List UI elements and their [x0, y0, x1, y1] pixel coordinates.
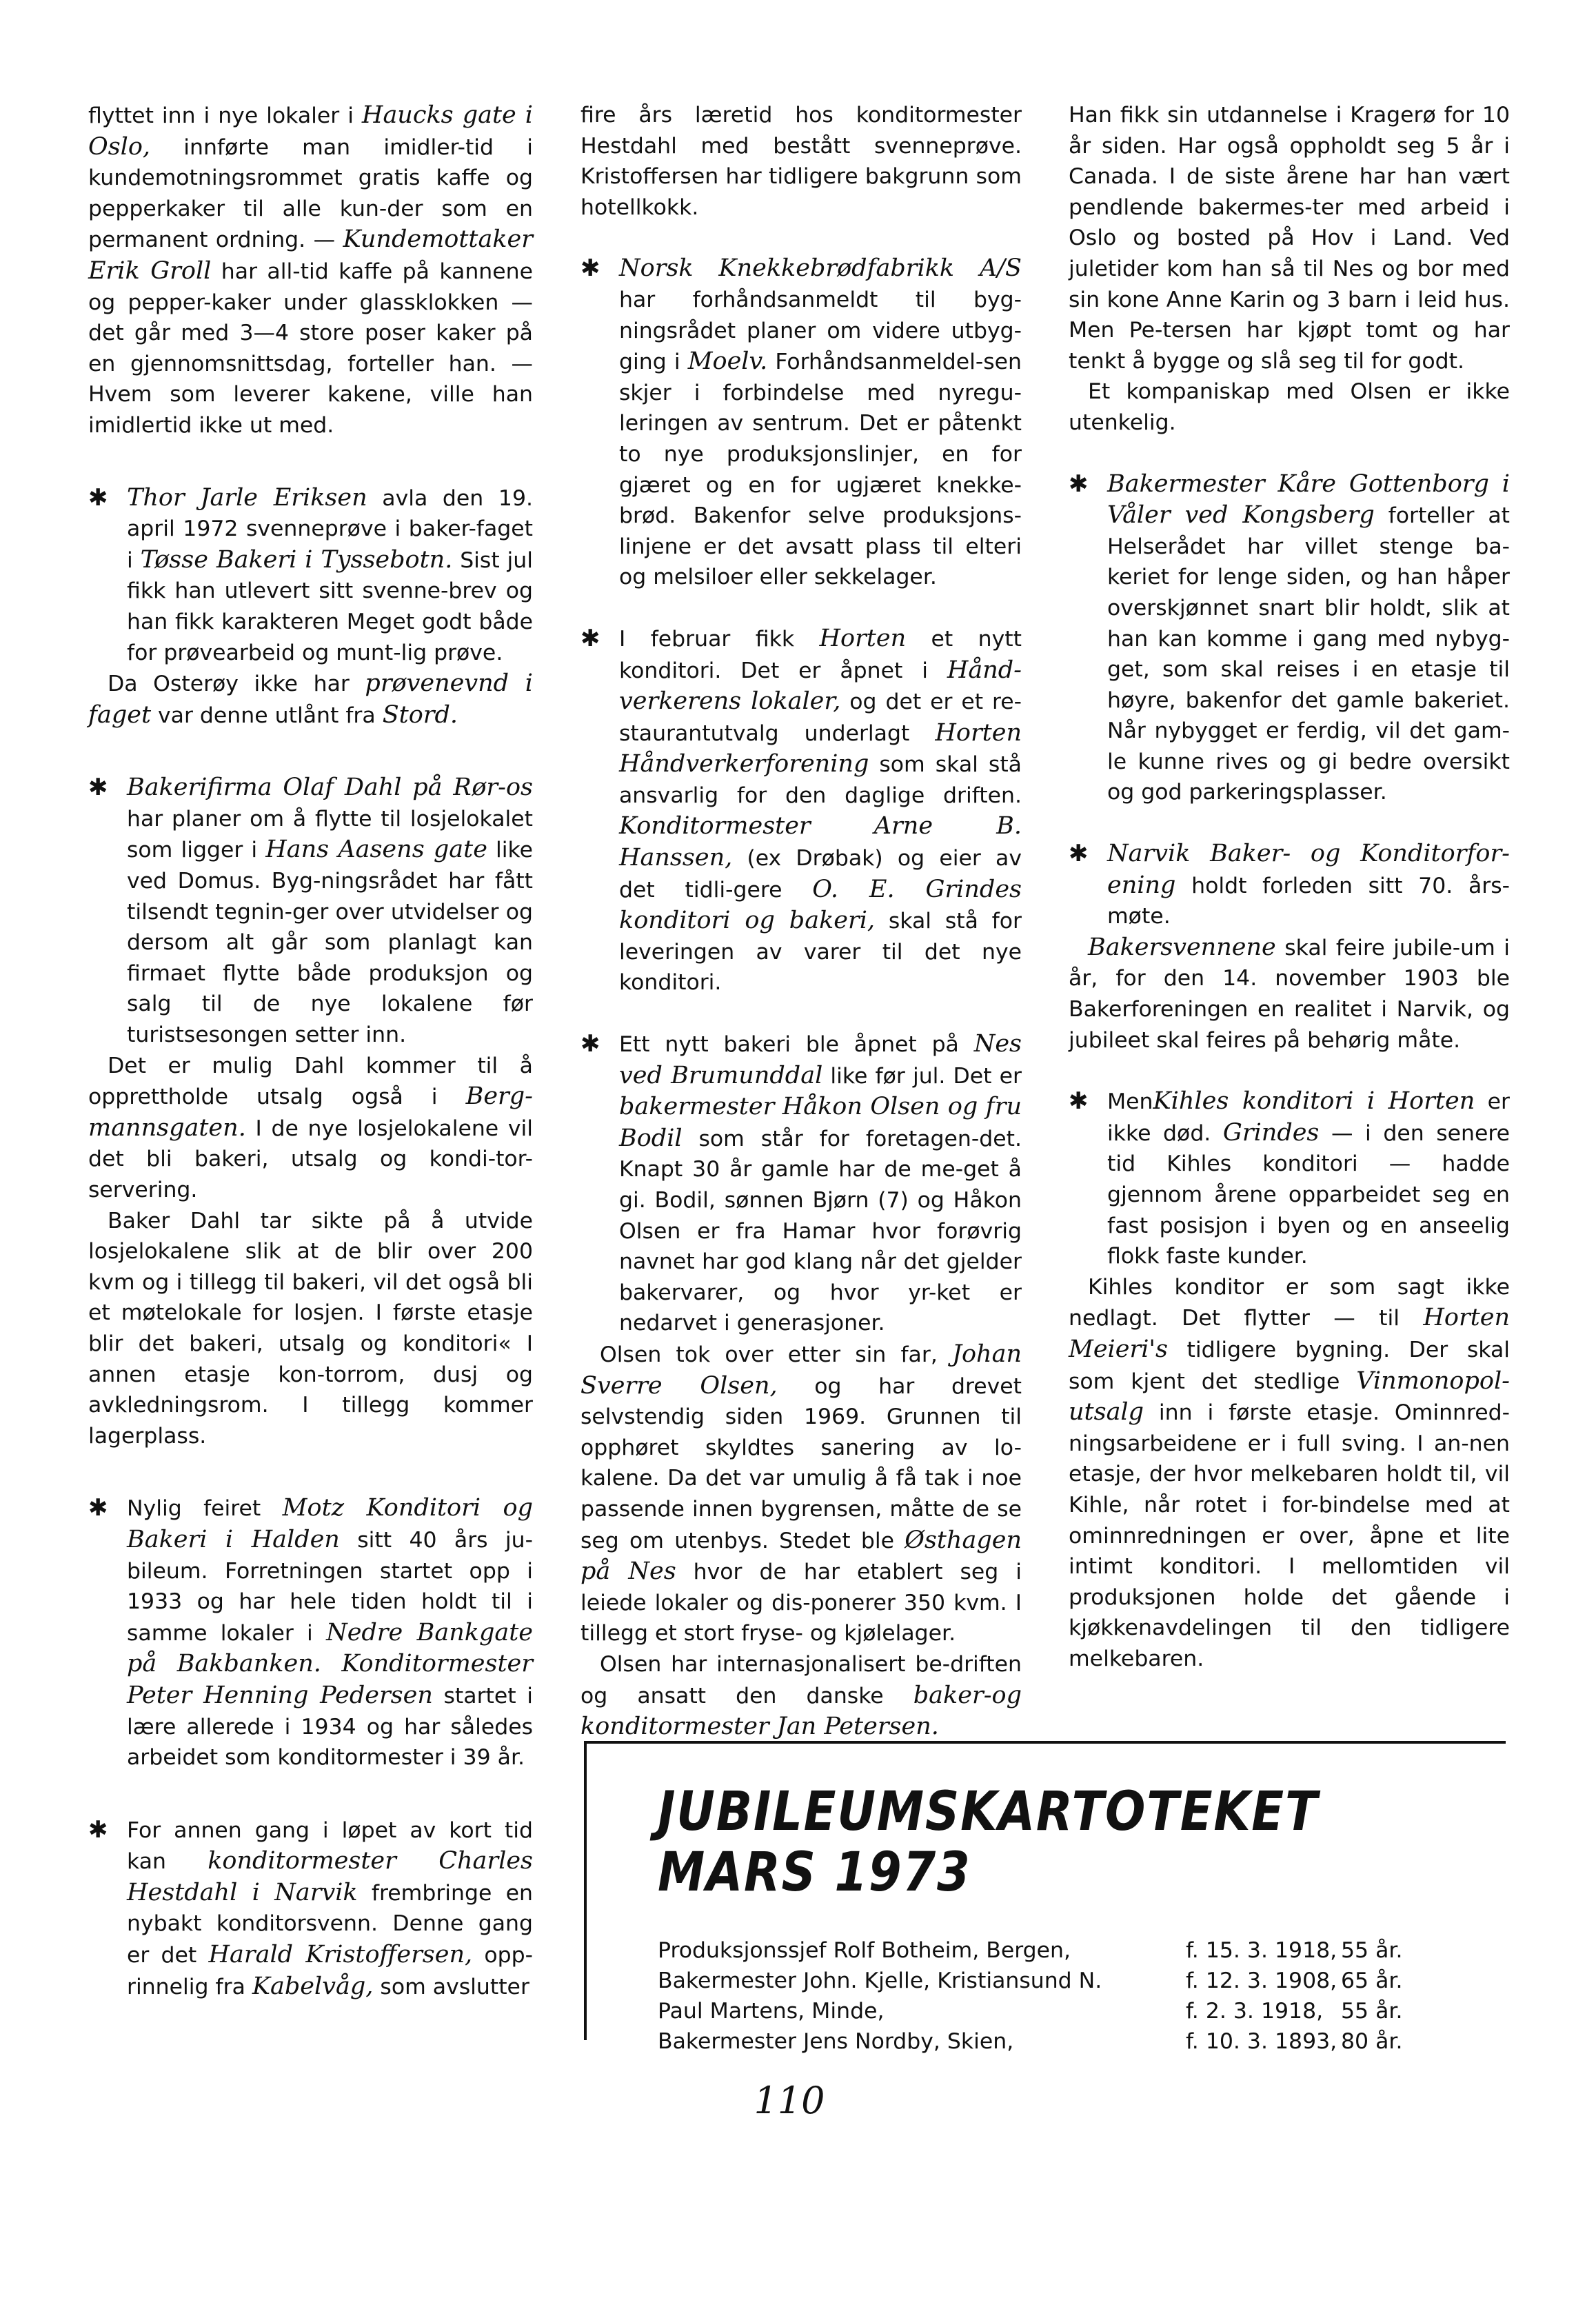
birth-date: f. 15. 3. 1918, — [1186, 1938, 1337, 1963]
asterisk-bullet-icon: ✱ — [580, 624, 600, 652]
asterisk-bullet-icon: ✱ — [1069, 840, 1089, 868]
paragraph: Et kompaniskap med Olsen er ikke utenkelig. — [1069, 379, 1510, 435]
news-item: ✱ Narvik Baker- og Konditorfor-ening holdt forleden sitt 70. års-møte. — [1069, 840, 1510, 929]
person-name: Bakermester Jens Nordby, Skien, — [658, 2029, 1014, 2054]
table-row — [658, 1999, 1410, 2029]
text-column-3 — [1069, 100, 1510, 1675]
news-item: ✱ Thor Jarle Eriksen avla den 19. april 1972 svenneprøve i baker-faget i Tøsse Bakeri i Tyssebotn. Sist jul fikk han utlevert sitt svenne-brev og han fikk karakteren Meget godt både for prøvearbeid og munt-lig prøve. — [88, 483, 533, 665]
asterisk-bullet-icon: ✱ — [88, 1494, 108, 1522]
person-name: Bakermester John. Kjelle, Kristiansund N. — [658, 1968, 1102, 1993]
news-item: ✱ Norsk Knekkebrødfabrikk A/S har forhåndsanmeldt til byg-ningsrådet planer om videre utbyg-ging i Moelv. Forhåndsanmeldel-sen skjer i forbindelse med nyregu-leringen av sentrum. Det er påtenkt to nye produksjonslinjer, en for gjæret og en for ugjæret knekke-brød. Bakenfor selve produksjons-linjene er det avsatt plass til elteri og melsiloer eller sekkelager. — [580, 254, 1022, 590]
paragraph: Da Osterøy ikke har prøvenevnd i faget var denne utlånt fra Stord. — [88, 669, 533, 729]
news-item: ✱ For annen gang i løpet av kort tid kan konditormester Charles Hestdahl i Narvik frembringe en nybakt konditorsvenn. Denne gang er det Harald Kristoffersen, opp-rinnelig fra Kabelvåg, som avslutter — [88, 1815, 534, 2000]
news-item: ✱ Nylig feiret Motz Konditori og Bakeri i Halden sitt 40 års ju-bileum. Forretningen startet opp i 1933 og har hele tiden holdt til i samme lokaler i Nedre Bankgate på Bakbanken. Konditormester Peter Henning Pedersen startet i lære allerede i 1934 og har således arbeidet som konditormester i 39 år. — [88, 1494, 534, 1771]
asterisk-bullet-icon: ✱ — [580, 254, 600, 283]
paragraph: Kihles konditor er som sagt ikke nedlagt. Det flytter — til Horten Meieri's tidligere bygning. Der skal som kjent det stedlige Vinmonopol-utsalg inn i første etasje. Ominnred-ningsarbeidene er i full sving. I an-nen etasje, der hvor melkebaren holdt til, vil Kihle, når rotet i for-bindelse med at ominnredningen er over, åpne et lite intimt konditori. I mellomtiden vil produksjonen holde det gående i kjøkkenavdelingen til den tidligere melkebaren. — [1069, 1274, 1510, 1671]
text-column-1 — [88, 100, 533, 2002]
asterisk-bullet-icon: ✱ — [1069, 1087, 1089, 1116]
news-item: ✱ Bakerifirma Olaf Dahl på Rør-os har planer om å flytte til losjelokalet som ligger i Hans Aasens gate like ved Domus. Byg-ningsrådet har fått tilsendt tegnin-ger over utvidelser og dersom alt går som planlagt kan firmaet flytte både produksjon og salg til de nye lokalene før turistsesongen setter inn. — [88, 774, 534, 1048]
person-name: Produksjonssjef Rolf Botheim, Bergen, — [658, 1938, 1071, 1963]
news-item: ✱ MenKihles konditori i Horten er ikke død. Grindes — i den senere tid Kihles konditori — hadde gjennom årene opparbeidet seg en fast posisjon i byen og en anseelig flokk faste kunder. — [1069, 1087, 1511, 1269]
table-row — [658, 2029, 1410, 2059]
paragraph: Det er mulig Dahl kommer til å opprettholde utsalg også i Berg-mannsgaten. I de nye losjelokalene vil det bli bakeri, utsalg og kondi-tor-servering. — [88, 1053, 533, 1202]
paragraph: Olsen tok over etter sin far, Johan Sverre Olsen, og har drevet selvstendig siden 1969. Grunnen til opphøret skyldtes sanering av lo-kalene. Da det var umulig å få tak i noe passende innen bygrensen, måtte de se seg om utenbys. Stedet ble Østhagen på Nes hvor de har etablert seg i leiede lokaler og dis-ponerer 350 kvm. I tillegg et stort fryse- og kjølelager. — [580, 1340, 1022, 1646]
asterisk-bullet-icon: ✱ — [88, 1815, 108, 1844]
box-title: JUBILEUMSKARTOTEKET MARS 1973 — [658, 1781, 1319, 1904]
age: 65 år. — [1341, 1968, 1403, 1993]
paragraph: Baker Dahl tar sikte på å utvide losjelokalene slik at de blir over 200 kvm og i tillegg til bakeri, vil det også bli et møtelokale for losjen. I første etasje blir det bakeri, utsalg og konditori« I annen etasje kon-torrom, dusj og avkledningsrom. I tillegg kommer lagerplass. — [88, 1208, 533, 1449]
paragraph: Bakersvennene skal feire jubile-um i år, for den 14. november 1903 ble Bakerforeningen en realitet i Narvik, og jubileet skal feires på behørig måte. — [1069, 933, 1510, 1053]
table-row — [658, 1938, 1410, 1968]
paragraph: flyttet inn i nye lokaler i Haucks gate i Oslo, innførte man imidler-tid i kundemotningsrommet gratis kaffe og pepperkaker til alle kun-der som en permanent ordning. — Kundemottaker Erik Groll har all-tid kaffe på kannene og pepper-kaker under glassklokken — det går med 3—4 store poser kaker på en gjennomsnittsdag, forteller han. — Hvem som leverer kakene, ville han imidlertid ikke ut med. — [88, 101, 534, 438]
birth-date: f. 12. 3. 1908, — [1186, 1968, 1337, 1993]
asterisk-bullet-icon: ✱ — [580, 1030, 600, 1058]
age: 55 år. — [1341, 1938, 1403, 1963]
paragraph: Olsen har internasjonalisert be-driften og ansatt den danske baker-og konditormester Jan Petersen. — [580, 1651, 1022, 1741]
birth-date: f. 2. 3. 1918, — [1186, 1999, 1324, 2024]
text-column-2 — [580, 100, 1022, 1743]
age: 80 år. — [1341, 2029, 1403, 2054]
person-name: Paul Martens, Minde, — [658, 1999, 885, 2024]
asterisk-bullet-icon: ✱ — [88, 774, 108, 802]
jubilee-box — [584, 1741, 1506, 2054]
asterisk-bullet-icon: ✱ — [1069, 470, 1089, 498]
birth-date: f. 10. 3. 1893, — [1186, 2029, 1337, 2054]
page-number: 110 — [754, 2079, 825, 2122]
asterisk-bullet-icon: ✱ — [88, 483, 108, 512]
table-row — [658, 1968, 1410, 1999]
jubilee-table — [658, 1938, 1410, 2059]
paragraph: fire års læretid hos konditormester Hestdahl med bestått svenneprøve. Kristoffersen har tidligere bakgrunn som hotellkokk. — [580, 103, 1022, 220]
age: 55 år. — [1341, 1999, 1403, 2024]
news-item: ✱ I februar fikk Horten et nytt konditori. Det er åpnet i Hånd-verkerens lokaler, og det er et re-staurantutvalg underlagt Horten Håndverkerforening som skal stå ansvarlig for den daglige driften. Konditormester Arne B. Hanssen, (ex Drøbak) og eier av det tidli-gere O. E. Grindes konditori og bakeri, skal stå for leveringen av varer til det nye konditori. — [580, 624, 1022, 996]
news-item: ✱ Ett nytt bakeri ble åpnet på Nes ved Brumunddal like før jul. Det er bakermester Håkon Olsen og fru Bodil som står for foretagen-det. Knapt 30 år gamle har de me-get å gi. Bodil, sønnen Bjørn (7) og Håkon Olsen er fra Hamar hvor forøvrig navnet har god klang når det gjelder bakervarer, og hvor yr-ket er nedarvet i generasjoner. — [580, 1030, 1022, 1336]
paragraph: Han fikk sin utdannelse i Kragerø for 10 år siden. Har også oppholdt seg 5 år i Canada. I de siste årene har han vært pendlende bakermes-ter med arbeid i Oslo og bosted på Hov i Land. Ved juletider kom han så til Nes og bor med sin kone Anne Karin og 3 barn i leid hus. Men Pe-tersen har kjøpt tomt og har tenkt å bygge og slå seg til for godt. — [1069, 103, 1510, 374]
news-item: ✱ Bakermester Kåre Gottenborg i Våler ved Kongsberg forteller at Helserådet har villet stenge ba-keriet for lenge siden, og han håper overskjønnet snart blir holdt, slik at han kan komme i gang med nybyg-get, som skal reises i en etasje til høyre, bakenfor det gamle bakeriet. Når nybygget er ferdig, vil det gam-le kunne rives og gi bedre oversikt og god parkeringsplasser. — [1069, 470, 1510, 805]
